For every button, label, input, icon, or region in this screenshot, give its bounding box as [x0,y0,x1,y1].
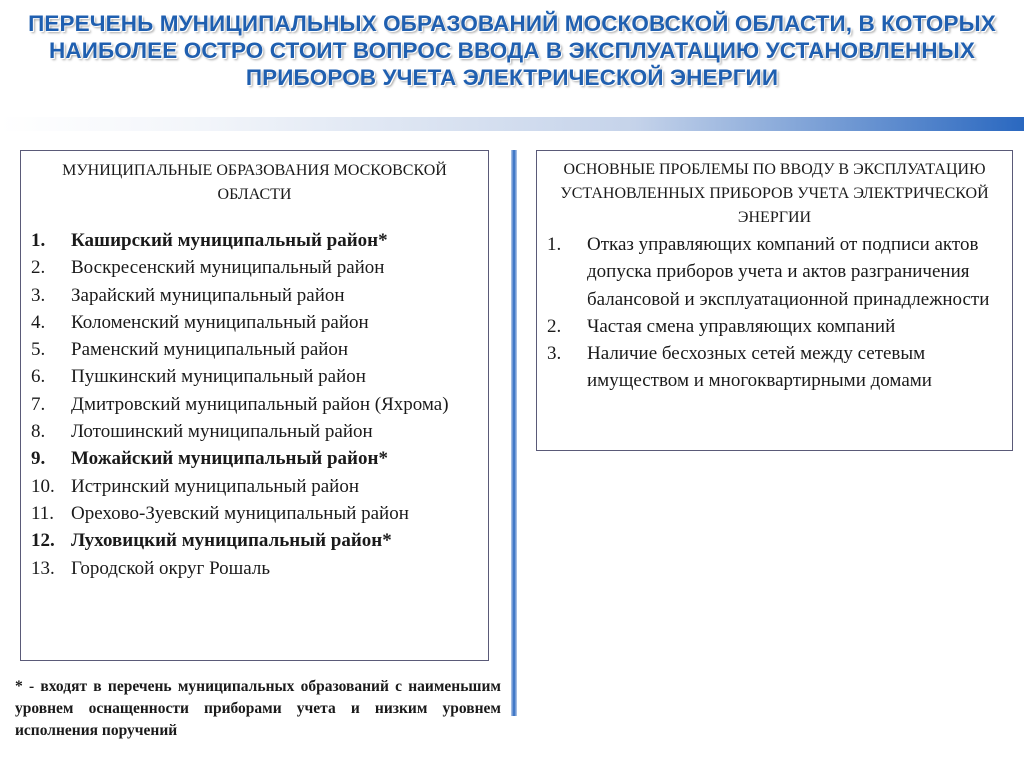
item-number: 5. [31,339,46,361]
item-number: 1. [547,234,562,255]
item-text: Орехово-Зуевский муниципальный район [71,502,409,524]
list-item [31,445,488,472]
list-item [31,418,488,445]
municipalities-box [20,150,489,661]
list-item [31,473,488,500]
problems-list [537,231,1012,395]
item-number: 11. [31,502,55,524]
item-number: 12. [31,530,55,552]
item-text: Отказ управляющих компаний от подписи актов допуска приборов учета и актов разграничения балансовой и эксплуатационной принадлежности [587,234,990,310]
item-text: Можайский муниципальный район* [71,448,388,470]
problems-box [536,150,1013,451]
vertical-divider [511,150,517,716]
list-item [547,313,1012,340]
item-text: Частая смена управляющих компаний [587,315,896,337]
item-number: 2. [547,315,562,337]
item-number: 6. [31,366,46,388]
list-item [547,340,1012,395]
item-number: 7. [31,393,46,415]
page-title: ПЕРЕЧЕНЬ МУНИЦИПАЛЬНЫХ ОБРАЗОВАНИЙ МОСКОВСКОЙ ОБЛАСТИ, В КОТОРЫХ НАИБОЛЕЕ ОСТРО СТОИТ ВОПРОС ВВОДА В ЭКСПЛУАТАЦИЮ УСТАНОВЛЕННЫХ ПРИБОРОВ УЧЕТА ЭЛЕКТРИЧЕСКОЙ ЭНЕРГИИ [28,11,996,90]
item-text: Лотошинский муниципальный район [71,421,373,443]
item-text: Истринский муниципальный район [71,475,360,497]
item-text: Городской округ Рошаль [71,557,271,579]
item-text: Зарайский муниципальный район [71,284,345,306]
item-text: Раменский муниципальный район [71,339,349,361]
list-item [31,227,488,254]
item-number: 2. [31,257,46,279]
item-number: 1. [31,230,46,251]
list-item [31,282,488,309]
item-text: Наличие бесхозных сетей между сетевым имуществом и многоквартирными домами [587,343,932,392]
item-text: Коломенский муниципальный район [71,311,369,333]
list-item [31,336,488,363]
list-item [31,555,488,582]
item-number: 4. [31,311,46,333]
item-text: Каширский муниципальный район* [71,230,388,251]
municipalities-header: МУНИЦИПАЛЬНЫЕ ОБРАЗОВАНИЯ МОСКОВСКОЙ ОБЛАСТИ [62,162,447,203]
title-underline-band [0,117,1024,131]
list-item [31,391,488,418]
footnote: * - входят в перечень муниципальных образований с наименьшим уровнем оснащенности приборами учета и низким уровнем исполнения поручений [15,678,501,739]
municipalities-list [21,227,488,582]
item-text: Пушкинский муниципальный район [71,366,366,388]
problems-header: ОСНОВНЫЕ ПРОБЛЕМЫ ПО ВВОДУ В ЭКСПЛУАТАЦИЮ УСТАНОВЛЕННЫХ ПРИБОРОВ УЧЕТА ЭЛЕКТРИЧЕСКОЙ ЭНЕРГИИ [560,161,989,226]
item-text: Воскресенский муниципальный район [71,257,385,279]
list-item [31,527,488,554]
item-number: 8. [31,421,46,443]
list-item [31,363,488,390]
item-text: Луховицкий муниципальный район* [71,530,392,552]
item-number: 3. [31,284,46,306]
item-text: Дмитровский муниципальный район (Яхрома) [71,393,449,415]
item-number: 3. [547,343,562,365]
item-number: 10. [31,475,55,497]
list-item [31,500,488,527]
item-number: 9. [31,448,46,470]
item-number: 13. [31,557,55,579]
list-item [31,254,488,281]
list-item [31,309,488,336]
list-item [547,231,1012,313]
